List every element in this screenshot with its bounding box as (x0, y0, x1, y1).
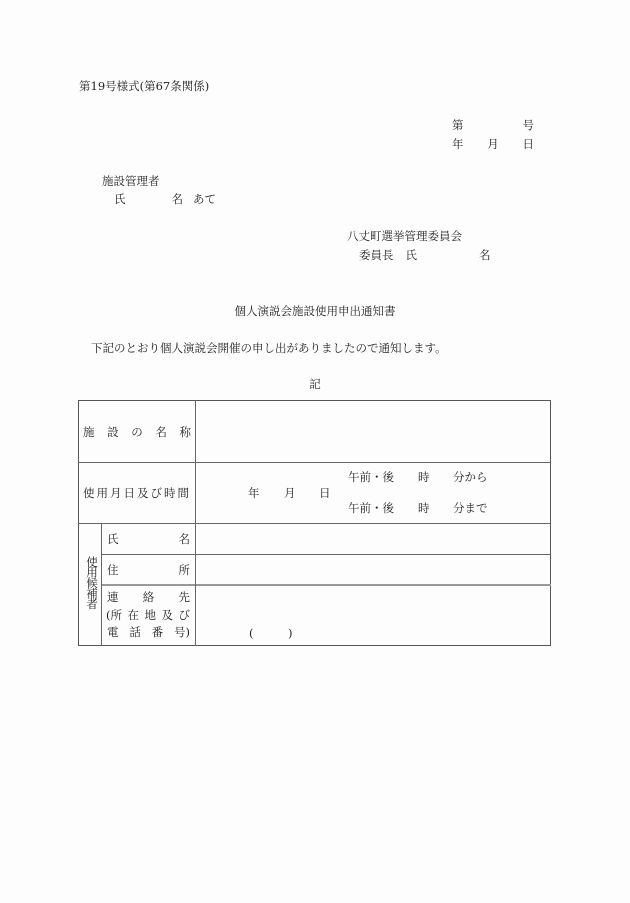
label-char: 設 (107, 424, 119, 439)
label-char: 月 (110, 486, 122, 500)
facility-name-label (83, 401, 191, 462)
recipient-honorific: あて (193, 192, 216, 206)
date-line (452, 139, 534, 151)
label-char: 番 (151, 625, 164, 639)
start-ampm[interactable]: 午前・後 (348, 470, 394, 484)
contact-label-line2 (106, 609, 190, 621)
candidate-address-field[interactable] (196, 555, 550, 584)
usage-day[interactable]: 日 (319, 486, 331, 500)
label-char: 所 (178, 562, 190, 577)
label-char: 施 (83, 424, 95, 439)
document-number-suffix: 号 (522, 118, 534, 132)
label-char: 電 (107, 625, 119, 639)
sender-role: 委員長 (359, 248, 394, 262)
document-number-prefix: 第 (452, 118, 464, 132)
label-char: 氏 (107, 532, 119, 546)
start-hour[interactable]: 時 (418, 470, 430, 484)
document-number (452, 120, 534, 132)
label-char: 先 (178, 590, 190, 604)
date-month: 月 (487, 137, 499, 151)
label-char: 在 (127, 608, 139, 622)
label-char: 時 (164, 486, 176, 500)
document-body: 下記のとおり個人演説会開催の申し出がありましたので通知します。 (91, 341, 447, 355)
label-char: 名 (178, 532, 190, 546)
label-char: 号) (173, 625, 190, 639)
contact-label-line1 (107, 591, 190, 603)
label-char: び (178, 608, 190, 622)
label-char: の (131, 424, 143, 439)
usage-month[interactable]: 月 (284, 486, 296, 500)
contact-label-line3 (107, 626, 190, 638)
end-minute[interactable]: 分まで (453, 501, 488, 515)
ki-heading: 記 (309, 377, 321, 391)
label-char: 間 (177, 486, 189, 500)
label-char: 住 (107, 562, 119, 577)
form-number: 第19号様式(第67条関係) (79, 79, 210, 93)
label-char: 日 (123, 486, 135, 500)
label-char: 及 (137, 486, 149, 500)
facility-name-field[interactable] (196, 401, 550, 462)
recipient-title: 施設管理者 (102, 174, 160, 188)
phone-open-paren: ( (249, 626, 254, 640)
usage-datetime-label (83, 463, 189, 523)
start-minute[interactable]: 分から (453, 470, 488, 484)
sender-name (359, 250, 491, 262)
phone-close-paren: ) (288, 626, 293, 640)
recipient-name (114, 194, 216, 206)
label-char: 用 (96, 486, 108, 500)
label-char: 話 (129, 625, 141, 639)
recipient-name-label-1: 氏 (114, 192, 126, 206)
label-char: 連 (107, 590, 119, 604)
label-char: 名 (155, 424, 167, 439)
sender-organization: 八丈町選挙管理委員会 (347, 229, 462, 243)
label-char: 使 (83, 486, 95, 500)
recipient-name-label-2: 名 (171, 192, 183, 206)
end-ampm[interactable]: 午前・後 (348, 501, 394, 515)
usage-year[interactable]: 年 (248, 486, 260, 500)
document-title: 個人演説会施設使用申出通知書 (234, 304, 396, 318)
label-char: (所 (106, 608, 122, 622)
table-column-divider (101, 523, 102, 646)
label-char: び (150, 486, 162, 500)
label-char: 地 (144, 608, 156, 622)
candidate-name-label (107, 524, 190, 554)
end-hour[interactable]: 時 (418, 501, 430, 515)
date-day: 日 (522, 137, 534, 151)
label-char: 称 (179, 424, 191, 439)
candidate-address-label (107, 555, 190, 584)
sender-name-label-1: 氏 (405, 248, 417, 262)
label-char: 絡 (142, 590, 155, 604)
date-year: 年 (452, 137, 464, 151)
candidate-name-field[interactable] (196, 524, 550, 554)
sender-name-label-2: 名 (479, 248, 491, 262)
candidate-section-label: 使用候補者 (85, 556, 99, 609)
label-char: 及 (161, 608, 173, 622)
